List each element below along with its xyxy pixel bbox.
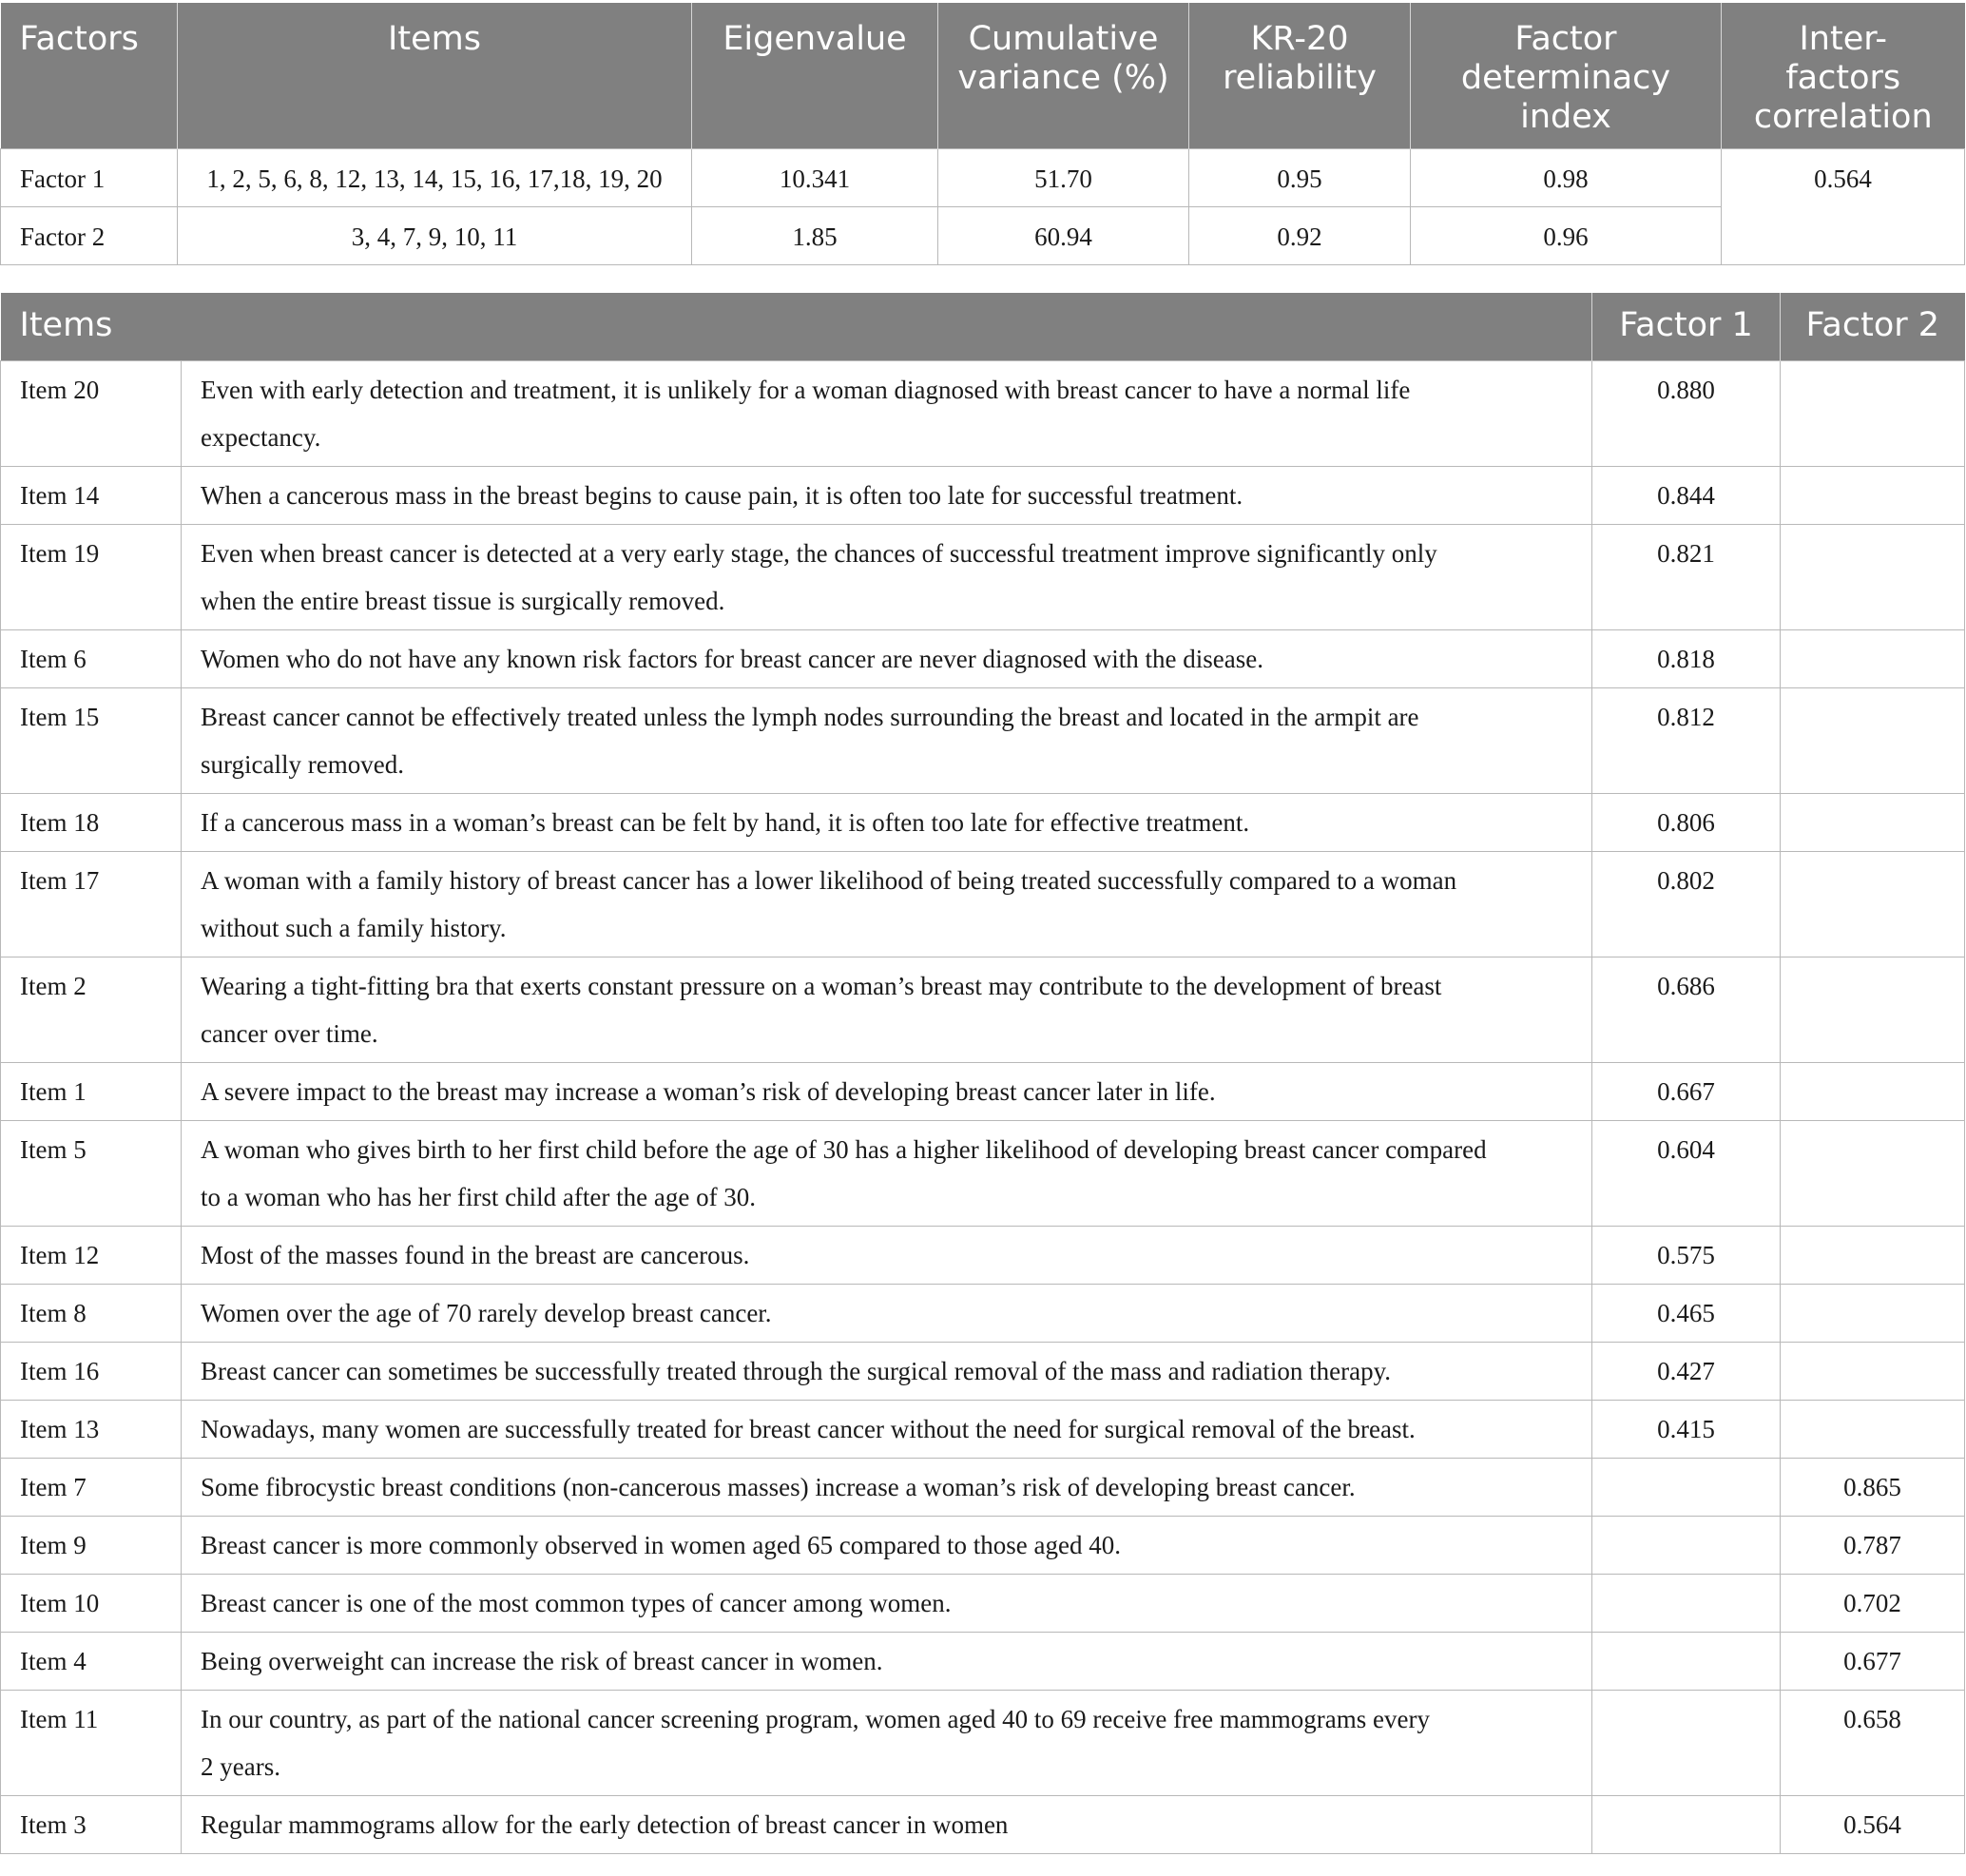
- factor-2-loading: [1781, 1400, 1965, 1458]
- table-row: [1, 1062, 1965, 1120]
- table-row: [1, 957, 1965, 1062]
- factor-2-loading: 0.865: [1781, 1458, 1965, 1516]
- item-text-line: when the entire breast tissue is surgically removed.: [201, 586, 725, 615]
- factor-1-loading: 0.667: [1592, 1062, 1781, 1120]
- factor-1-loading: 0.844: [1592, 466, 1781, 524]
- item-text-line: Even with early detection and treatment, it is unlikely for a woman diagnosed with breast cancer to have a normal life: [201, 375, 1411, 404]
- factor-1-loading: 0.806: [1592, 793, 1781, 851]
- header-items: Items: [1, 293, 1592, 360]
- item-text: [182, 1458, 1592, 1516]
- factor-1-loading: 0.465: [1592, 1284, 1781, 1342]
- factor-2-loading: 0.677: [1781, 1632, 1965, 1690]
- table-row: [1, 1632, 1965, 1690]
- item-text-line: surgically removed.: [201, 749, 404, 779]
- factor-1-loading: 0.812: [1592, 687, 1781, 793]
- item-label: Item 16: [1, 1342, 182, 1400]
- factor-2-loading: [1781, 629, 1965, 687]
- item-label: Item 4: [1, 1632, 182, 1690]
- factor-1-loading: [1592, 1516, 1781, 1574]
- factor-2-loading: [1781, 957, 1965, 1062]
- factor-2-loading: [1781, 851, 1965, 957]
- table-row: [1, 793, 1965, 851]
- item-text: [182, 629, 1592, 687]
- item-text: [182, 1632, 1592, 1690]
- table-row: [1, 1516, 1965, 1574]
- factor-2-loading: [1781, 466, 1965, 524]
- factor-items: 1, 2, 5, 6, 8, 12, 13, 14, 15, 16, 17,18, 19, 20: [178, 148, 692, 206]
- factor-1-loading: 0.686: [1592, 957, 1781, 1062]
- item-label: Item 6: [1, 629, 182, 687]
- table-row: [1, 1342, 1965, 1400]
- header-cumulative-variance: Cumulative variance (%): [938, 3, 1189, 148]
- factor-2-loading: [1781, 1062, 1965, 1120]
- item-text-line: Breast cancer is more commonly observed in women aged 65 compared to those aged 40.: [201, 1530, 1121, 1559]
- factor-summary-table: [0, 3, 1965, 265]
- item-label: Item 13: [1, 1400, 182, 1458]
- factor-1-loading: 0.604: [1592, 1120, 1781, 1226]
- item-text: [182, 524, 1592, 629]
- header-eigenvalue: Eigenvalue: [692, 3, 938, 148]
- item-text: [182, 1795, 1592, 1853]
- item-text-line: Breast cancer is one of the most common types of cancer among women.: [201, 1588, 952, 1617]
- item-text: [182, 360, 1592, 466]
- item-text-line: Regular mammograms allow for the early detection of breast cancer in women: [201, 1809, 1009, 1839]
- factor-1-loading: 0.415: [1592, 1400, 1781, 1458]
- item-label: Item 20: [1, 360, 182, 466]
- item-label: Item 15: [1, 687, 182, 793]
- item-text-line: In our country, as part of the national cancer screening program, women aged 40 to 69 receive free mammograms every: [201, 1704, 1430, 1733]
- loadings-body: [1, 360, 1965, 1853]
- table-row: [1, 629, 1965, 687]
- item-text: [182, 793, 1592, 851]
- item-text-line: When a cancerous mass in the breast begins to cause pain, it is often too late for successful treatment.: [201, 480, 1243, 510]
- table-row: [1, 851, 1965, 957]
- factor-1-loading: [1592, 1458, 1781, 1516]
- item-label: Item 19: [1, 524, 182, 629]
- factor-2-loading: [1781, 360, 1965, 466]
- item-text-line: Wearing a tight-fitting bra that exerts constant pressure on a woman’s breast may contribute to the development of breast: [201, 971, 1442, 1000]
- item-label: Item 5: [1, 1120, 182, 1226]
- item-text: [182, 1120, 1592, 1226]
- header-factor-2: Factor 2: [1781, 293, 1965, 360]
- table-row: [1, 1574, 1965, 1632]
- item-text-line: Nowadays, many women are successfully treated for breast cancer without the need for surgical removal of the breast.: [201, 1414, 1416, 1443]
- item-text-line: cancer over time.: [201, 1018, 378, 1048]
- table-row: [1, 1284, 1965, 1342]
- factor-determinacy-index: 0.96: [1411, 206, 1722, 264]
- item-text: [182, 957, 1592, 1062]
- loadings-header-row: [1, 293, 1965, 360]
- factor-label: Factor 1: [1, 148, 178, 206]
- item-text-line: Women who do not have any known risk factors for breast cancer are never diagnosed with the disease.: [201, 644, 1263, 673]
- factor-2-loading: 0.787: [1781, 1516, 1965, 1574]
- item-label: Item 10: [1, 1574, 182, 1632]
- factor-1-loading: 0.575: [1592, 1226, 1781, 1284]
- header-inter-factors-correlation: Inter- factors correlation: [1722, 3, 1965, 148]
- item-label: Item 7: [1, 1458, 182, 1516]
- item-text: [182, 1516, 1592, 1574]
- table-row: [1, 524, 1965, 629]
- item-text-line: A woman who gives birth to her first child before the age of 30 has a higher likelihood of developing breast cancer compared: [201, 1134, 1487, 1164]
- item-label: Item 12: [1, 1226, 182, 1284]
- item-text: [182, 1062, 1592, 1120]
- item-text: [182, 851, 1592, 957]
- item-label: Item 18: [1, 793, 182, 851]
- table-row: [1, 1400, 1965, 1458]
- factor-1-loading: [1592, 1632, 1781, 1690]
- cumulative-variance: 51.70: [938, 148, 1189, 206]
- factor-items: 3, 4, 7, 9, 10, 11: [178, 206, 692, 264]
- kr20-reliability: 0.92: [1189, 206, 1411, 264]
- factor-2-loading: 0.702: [1781, 1574, 1965, 1632]
- factor-2-loading: [1781, 1342, 1965, 1400]
- item-text-line: Women over the age of 70 rarely develop breast cancer.: [201, 1298, 772, 1327]
- item-text: [182, 1342, 1592, 1400]
- item-text-line: expectancy.: [201, 422, 321, 452]
- item-text-line: Even when breast cancer is detected at a very early stage, the chances of successful treatment improve significantly only: [201, 538, 1437, 568]
- item-text-line: Some fibrocystic breast conditions (non-cancerous masses) increase a woman’s risk of developing breast cancer.: [201, 1472, 1356, 1501]
- header-factor-1: Factor 1: [1592, 293, 1781, 360]
- table-row: [1, 1120, 1965, 1226]
- factor-label: Factor 2: [1, 206, 178, 264]
- summary-row-factor-1: [1, 148, 1965, 206]
- factor-2-loading: [1781, 793, 1965, 851]
- item-label: Item 3: [1, 1795, 182, 1853]
- factor-1-loading: [1592, 1574, 1781, 1632]
- kr20-reliability: 0.95: [1189, 148, 1411, 206]
- item-label: Item 2: [1, 957, 182, 1062]
- eigenvalue: 1.85: [692, 206, 938, 264]
- item-text: [182, 466, 1592, 524]
- item-text-line: If a cancerous mass in a woman’s breast can be felt by hand, it is often too late for effective treatment.: [201, 807, 1250, 837]
- item-label: Item 8: [1, 1284, 182, 1342]
- table-row: [1, 1690, 1965, 1795]
- factor-2-loading: 0.658: [1781, 1690, 1965, 1795]
- eigenvalue: 10.341: [692, 148, 938, 206]
- factor-determinacy-index: 0.98: [1411, 148, 1722, 206]
- header-fdi: Factor determinacy index: [1411, 3, 1722, 148]
- factor-2-loading: [1781, 1284, 1965, 1342]
- item-text-line: Being overweight can increase the risk of breast cancer in women.: [201, 1646, 883, 1675]
- table-row: [1, 360, 1965, 466]
- factor-2-loading: [1781, 687, 1965, 793]
- item-label: Item 14: [1, 466, 182, 524]
- item-text: [182, 1226, 1592, 1284]
- inter-factors-correlation: 0.564: [1722, 148, 1965, 264]
- table-row: [1, 1795, 1965, 1853]
- item-text: [182, 1400, 1592, 1458]
- factor-1-loading: 0.427: [1592, 1342, 1781, 1400]
- factor-2-loading: [1781, 1226, 1965, 1284]
- factor-1-loading: [1592, 1690, 1781, 1795]
- item-text: [182, 1574, 1592, 1632]
- header-kr20: KR-20 reliability: [1189, 3, 1411, 148]
- factor-1-loading: 0.802: [1592, 851, 1781, 957]
- header-factors: Factors: [1, 3, 178, 148]
- item-label: Item 9: [1, 1516, 182, 1574]
- item-text: [182, 1284, 1592, 1342]
- item-label: Item 17: [1, 851, 182, 957]
- item-text-line: Most of the masses found in the breast are cancerous.: [201, 1240, 750, 1269]
- table-row: [1, 466, 1965, 524]
- summary-header-row: [1, 3, 1965, 148]
- item-text-line: Breast cancer cannot be effectively treated unless the lymph nodes surrounding the breast and located in the armpit are: [201, 702, 1419, 731]
- factor-1-loading: 0.880: [1592, 360, 1781, 466]
- item-text-line: A severe impact to the breast may increase a woman’s risk of developing breast cancer later in life.: [201, 1076, 1216, 1106]
- table-row: [1, 1458, 1965, 1516]
- factor-2-loading: 0.564: [1781, 1795, 1965, 1853]
- factor-2-loading: [1781, 524, 1965, 629]
- item-text: [182, 1690, 1592, 1795]
- factor-1-loading: 0.821: [1592, 524, 1781, 629]
- factor-1-loading: 0.818: [1592, 629, 1781, 687]
- summary-row-factor-2: [1, 206, 1965, 264]
- item-text: [182, 687, 1592, 793]
- item-text-line: Breast cancer can sometimes be successfully treated through the surgical removal of the mass and radiation therapy.: [201, 1356, 1392, 1385]
- item-text-line: 2 years.: [201, 1751, 280, 1781]
- item-label: Item 11: [1, 1690, 182, 1795]
- factor-1-loading: [1592, 1795, 1781, 1853]
- table-row: [1, 1226, 1965, 1284]
- factor-loadings-table: [0, 293, 1965, 1854]
- cumulative-variance: 60.94: [938, 206, 1189, 264]
- item-text-line: without such a family history.: [201, 913, 507, 942]
- factor-2-loading: [1781, 1120, 1965, 1226]
- header-items: Items: [178, 3, 692, 148]
- item-text-line: to a woman who has her first child after the age of 30.: [201, 1182, 757, 1211]
- item-label: Item 1: [1, 1062, 182, 1120]
- item-text-line: A woman with a family history of breast cancer has a lower likelihood of being treated successfully compared to a woman: [201, 865, 1457, 895]
- table-row: [1, 687, 1965, 793]
